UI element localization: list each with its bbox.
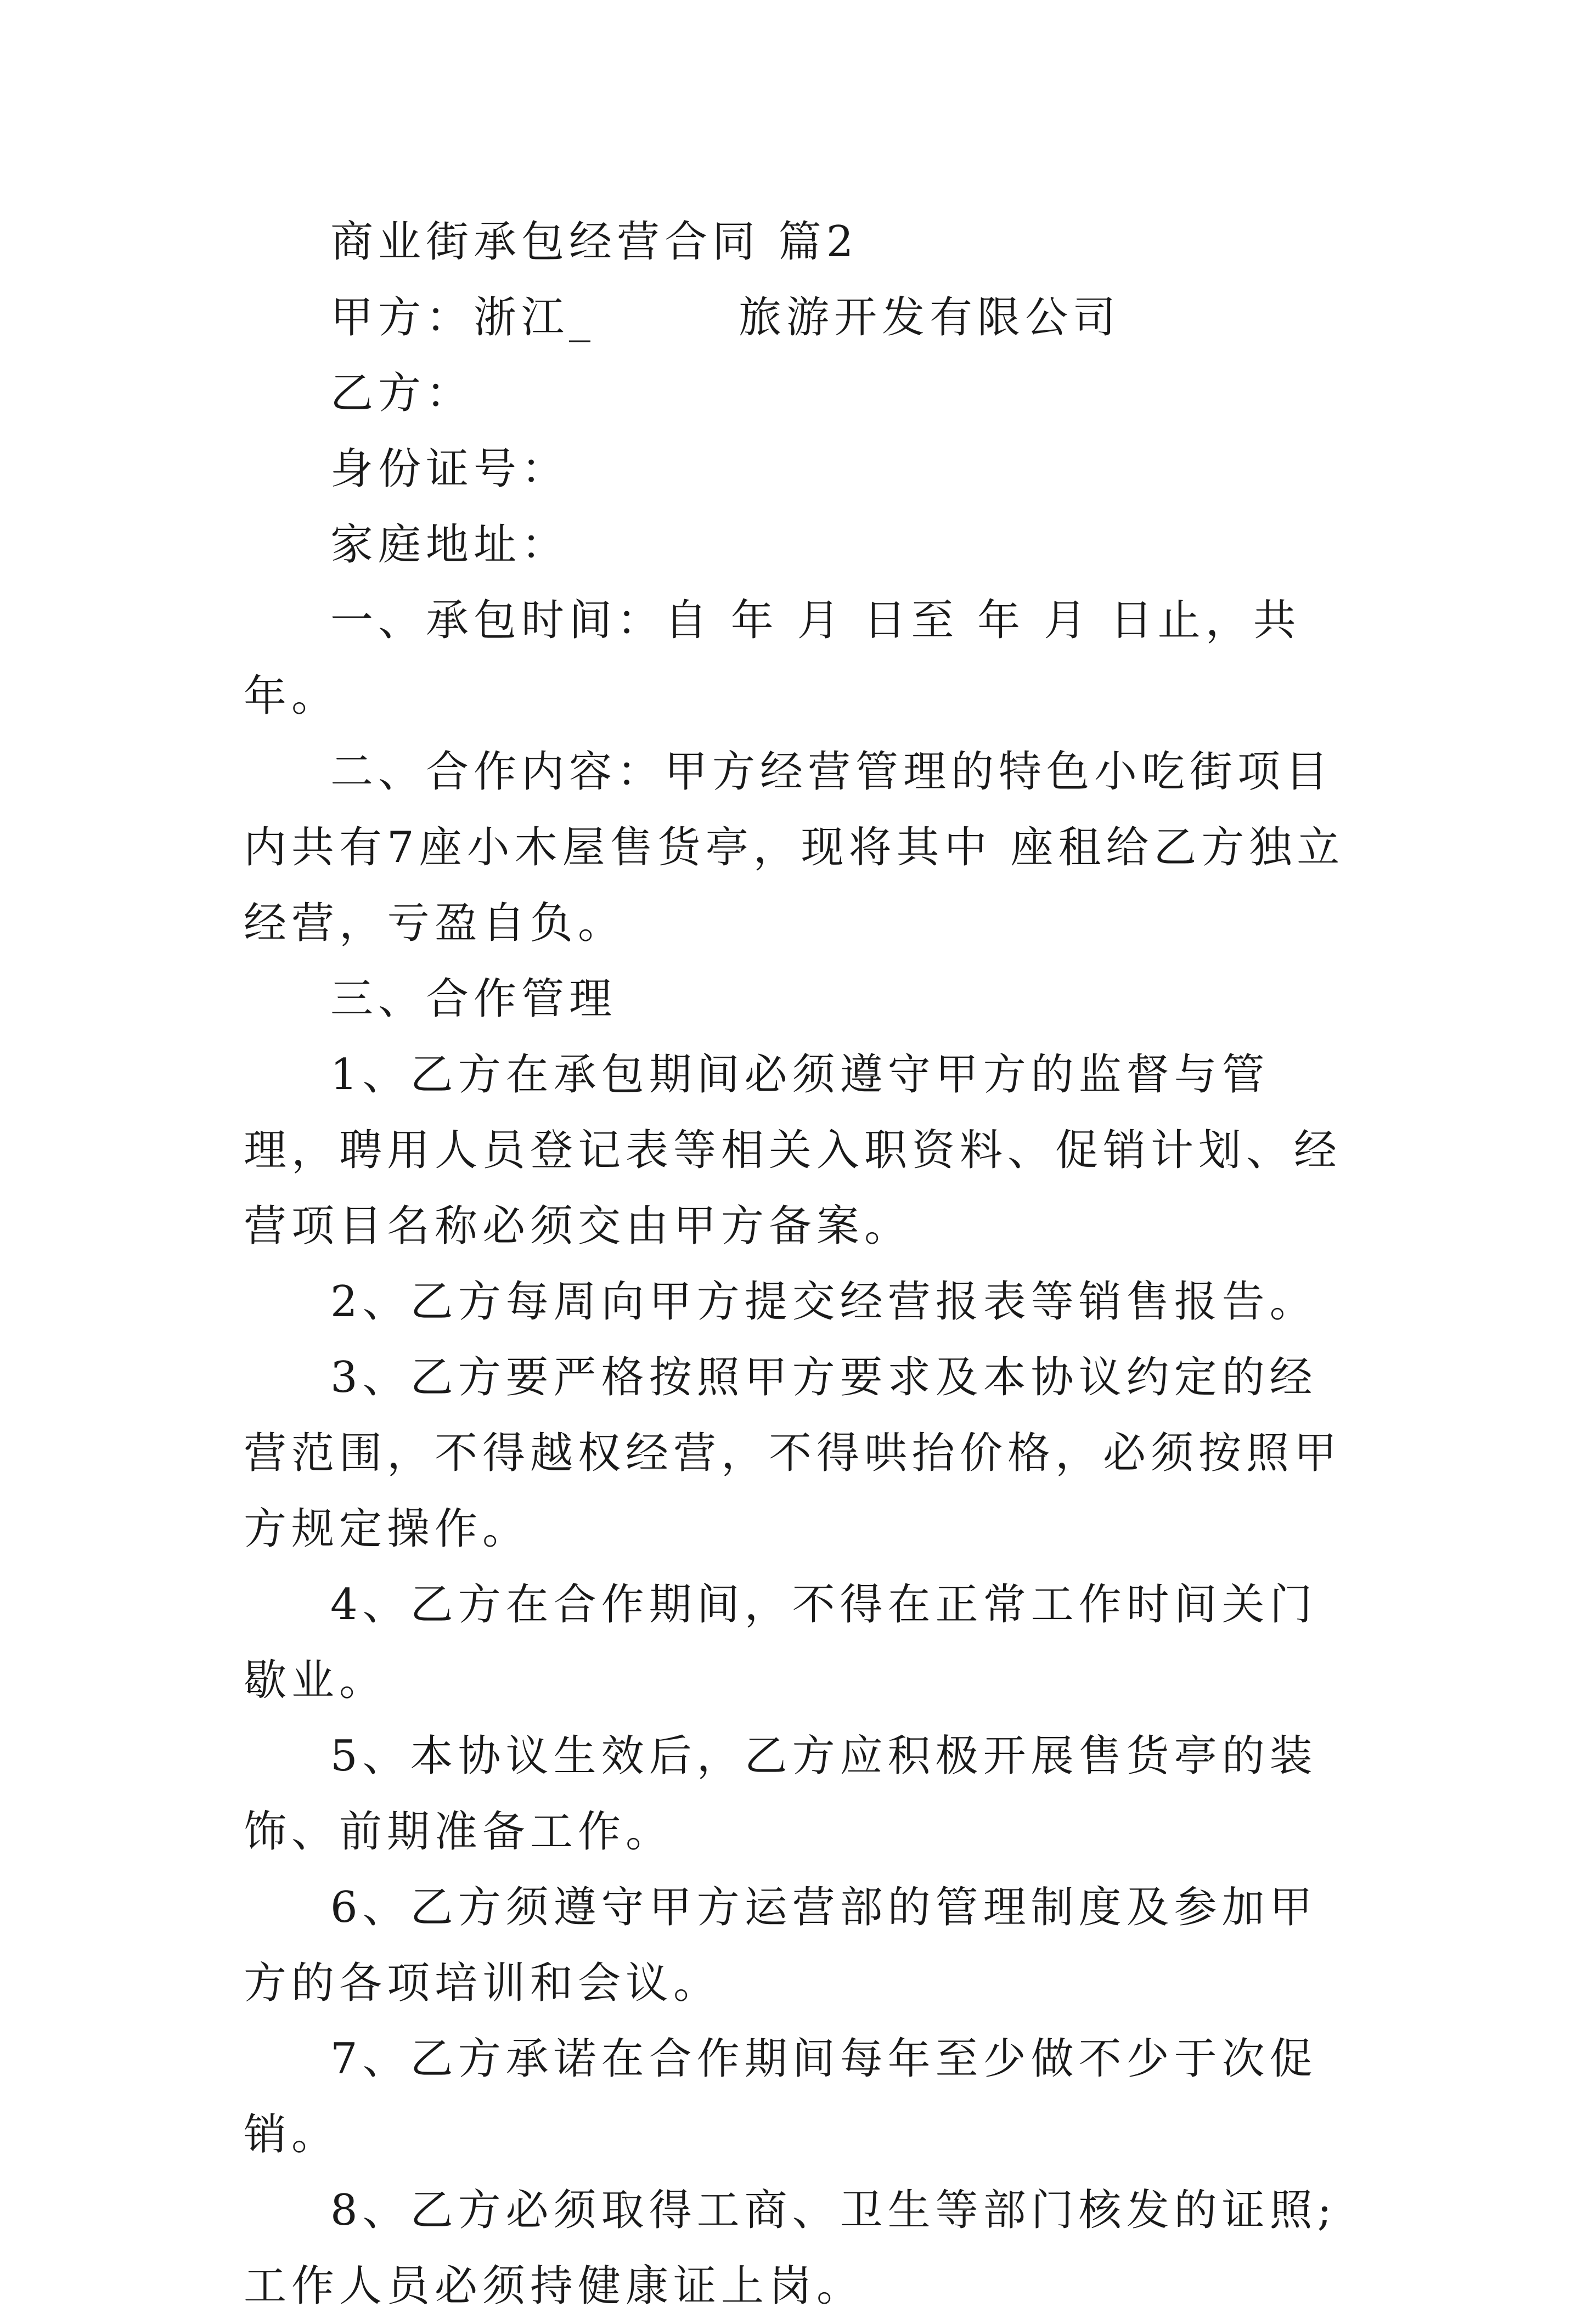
party-a-line: 甲方：浙江_ 旅游开发有限公司 — [330, 293, 1121, 342]
id-number-line: 身份证号： — [330, 444, 570, 494]
clause-cooperation-content: 二、合作内容：甲方经营管理的特色小吃街项目内共有7座小木屋售货亭，现将其中 座租给乙方独立经营，亏盈自负。 — [244, 747, 1345, 948]
document-body — [244, 204, 1358, 2324]
management-item-4: 4、乙方在合作期间，不得在正常工作时间关门歇业。 — [244, 1580, 1317, 1705]
party-b-line: 乙方： — [330, 369, 474, 418]
document-title: 商业街承包经营合同 篇2 — [330, 217, 859, 267]
management-item-3: 3、乙方要严格按照甲方要求及本协议约定的经营范围，不得越权经营，不得哄抬价格，必须按照甲方规定操作。 — [244, 1353, 1342, 1554]
management-item-8: 8、乙方必须取得工商、卫生等部门核发的证照;工作人员必须持健康证上岗。 — [244, 2186, 1337, 2311]
clause-contract-period: 一、承包时间：自 年 月 日至 年 月 日止，共 年。 — [244, 596, 1301, 721]
section-heading-management: 三、合作管理 — [330, 974, 617, 1024]
management-item-2: 2、乙方每周向甲方提交经营报表等销售报告。 — [330, 1277, 1317, 1327]
management-item-7: 7、乙方承诺在合作期间每年至少做不少于次促销。 — [244, 2034, 1317, 2159]
management-item-5: 5、本协议生效后，乙方应积极开展售货亭的装饰、前期准备工作。 — [244, 1731, 1317, 1857]
home-address-line: 家庭地址： — [330, 520, 570, 569]
management-item-1: 1、乙方在承包期间必须遵守甲方的监督与管理，聘用人员登记表等相关入职资料、促销计划、经营项目名称必须交由甲方备案。 — [244, 1050, 1342, 1251]
management-item-6: 6、乙方须遵守甲方运营部的管理制度及参加甲方的各项培训和会议。 — [244, 1883, 1317, 2008]
